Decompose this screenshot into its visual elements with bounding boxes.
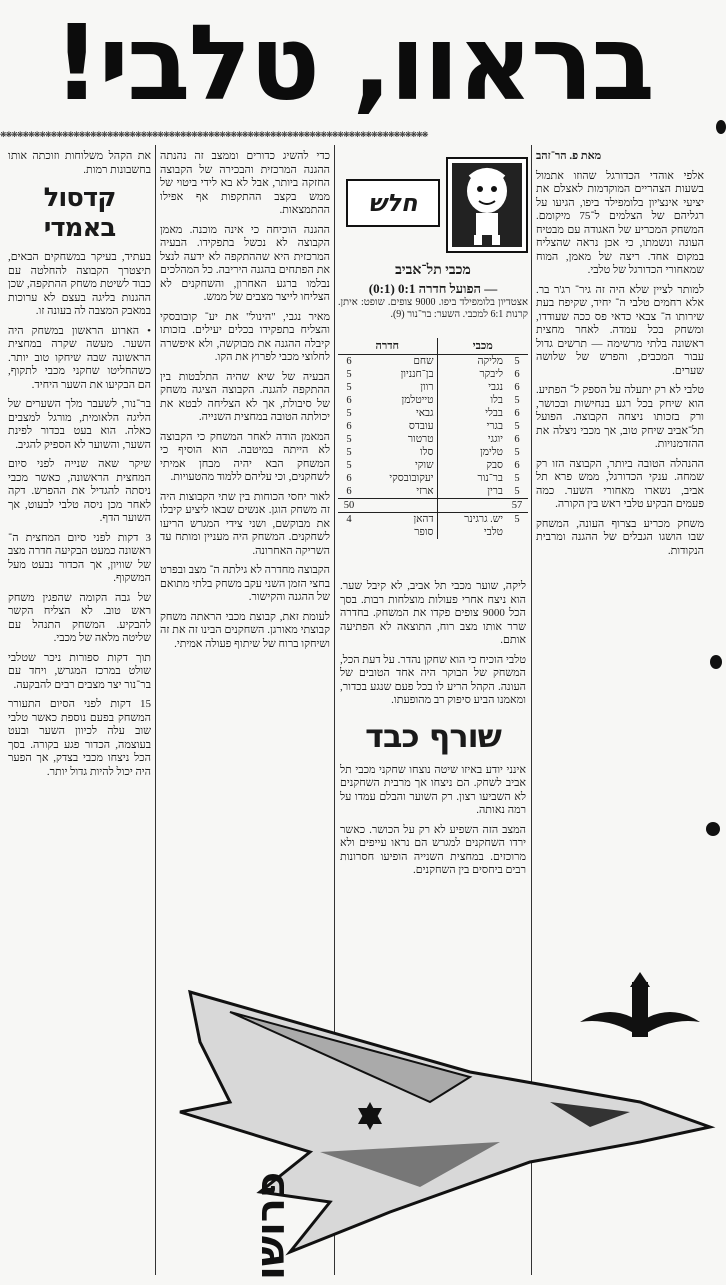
player-rating: 4 (338, 513, 360, 527)
player-rating: 5 (514, 395, 520, 406)
player-rating: 6 (346, 486, 352, 497)
paragraph: אלפי אוהדי הכדורגל שהוזו אתמול בשעות הצהריים המוקדמות לאצלם את יציעי אינצ'יון בלומפילד ביפו, הגיעו על רגליהם של הצלמים ל־75 מיקומם. המשחק המכריע של האגודה עם מבטיח העונה ונשמתו, כי אכן נראה שהצליח במקום אחד. ריצה של מאמן, המוח שמאחורי הכדורגל של טלבי. (536, 169, 704, 276)
player-rating: 5 (514, 421, 520, 432)
player-name: גבאי (415, 408, 434, 419)
player-name: סופר (414, 527, 434, 538)
paragraph: המאמן הודה לאחר המשחק כי הקבוצה לא הייתה במיטבה. הוא הוסיף כי המשחק הבא יהיה מבחן אמיתי לשחקנים, וכי עליהם ללמוד מהטעויות. (160, 430, 330, 483)
weak-rating-box (338, 155, 528, 255)
paragraph: 3 דקות לפני סיום המחצית ה־ ראשונה כמעט הבקיעה חדרה מצב של שוויון, אך הכדור נבעט מעל המשקוף. (8, 531, 151, 584)
player-rating: 5 (506, 513, 528, 527)
paragraph: • הארוע הראשון במשחק היה השער. מעשה שקרה במחצית הראשונה שבה שיחקו טוב יותר. כשהחליטו שחקני מכבי לתקוף, הם הבקיעו את השער היחיד. (8, 324, 151, 391)
player-name: ברין (437, 485, 506, 499)
subheading: קדסול באמדי (43, 183, 116, 243)
player-name: עובדס (408, 421, 434, 432)
player-name: יעקובובסקי (389, 473, 434, 484)
player-rating: 6 (514, 369, 520, 380)
match-header (338, 262, 528, 321)
player-rating: 5 (346, 382, 352, 393)
paragraph: ההגנה הוכיחה כי אינה מוכנה. מאמן הקבוצה לא נכשל בתפקידו. הבעיה המרכזית היא שההתקפה לא ידעה לנצל את הפתחים בהגנה היריבה. כל המהלכים נבלמו ברגע האחרון, והשחקנים לא הצליחו לייצר מצבים של ממש. (160, 223, 330, 303)
paragraph: של גבה הקומה שהפגין משחק ראש טוב. לא הצליח הקשר להבקיע. המשחק התנהל עם שליטה מלאה של מכבי. (8, 591, 151, 644)
player-rating (338, 526, 360, 539)
paragraph: תוך דקות ספורות ניכר שטלבי שולט במרכז המגרש, ויחד עם בר־נור יצר מצבים רבים להבקעה. (8, 651, 151, 691)
subheading: שורף כבד (365, 716, 501, 755)
paragraph: מאיר נגבי, "הינול" את יע־ קובובסקי והצליח בתפקידו בכלים יעילים. בזכותו קיבלה ההגנה את מבוקשה, ולא איפשרה לחלוצי מכבי לפרוץ את הקו. (160, 310, 330, 363)
match-score: — הפועל חדרה 0:1 (0:1) (368, 281, 498, 296)
player-name: טרטור (407, 434, 434, 445)
player-rating: 50 (338, 499, 360, 513)
margin-mark (716, 120, 726, 134)
lineup-row (338, 355, 528, 369)
paragraph: את הקהל משלוחות וזוכתה אותו בחשבונות רמות. (8, 150, 151, 176)
player-name: בלו (437, 394, 506, 407)
player-name: ליבקר (437, 368, 506, 381)
lineup-row (338, 407, 528, 420)
lineup-row (338, 526, 528, 539)
player-name: סבק (437, 459, 506, 472)
player-name: טייטלמן (401, 395, 434, 406)
lineup-row (338, 472, 528, 485)
player-rating (506, 526, 528, 539)
player-rating: 5 (514, 447, 520, 458)
paragraph: משחק מכריע בצרוף העונה, המשחק שבו הושגו הגבלים של ההגנה ומרבית הנקודות. (536, 517, 704, 557)
paragraph: הקבוצה מחדרה לא גילתה ה־ מצב ובפרט בחצי הזמן השני עקב משחק בלתי מתואם של ההגנה והקישור. (160, 564, 330, 603)
paragraph: ליקה, שוער מכבי תל אביב, לא קיבל שער. הוא ניצח אחרי פעולות מוצלחות רבות. בסך הכל 9000 צופים פקדו את המשחק. בחדרה שרר אותו מצב רוח, התוצאה לא הפתיעה אותם. (340, 580, 526, 646)
lineup-row (338, 459, 528, 472)
player-rating: 6 (514, 408, 520, 419)
player-name (437, 499, 506, 513)
paragraph: טלבי לא רק יתעלה על הספק ל־ הפתיע. הוא שיחק בכל רגע בנחישות ובכושר, ורק בזכותו ניצחה הקבוצה. הפועל תל־אביב שיחק טוב, אך מכבי ניצלה את ההזדמנויות. (536, 384, 704, 450)
player-name: יוגגי (437, 433, 506, 446)
paragraph: הבעיה של שיא שהיה התלבטות בין ההתקפה להגנה. הקבוצה הציגה משחק של סיבולת, אך לא הצליחה לבטא את יכולתה הטובה במחצית השנייה. (160, 370, 330, 423)
match-team: מכבי תל־אביב (395, 263, 471, 278)
lineup-row (338, 513, 528, 527)
article-column-1 (536, 150, 704, 980)
lineup-header: מכבי (437, 338, 528, 355)
player-rating: 5 (346, 460, 352, 471)
player-rating: 6 (514, 434, 520, 445)
paragraph: 15 דקות לפני הסיום התעורר המשחק בפעם נוספת כאשר טלבי שוב עלה לכיוון השער ובעט בעוצמה, הכדור פגע בקורה. בסך הכל ניצחו מכבי בצדק, אך הפער היה יכול להיות גדול יותר. (8, 698, 151, 778)
byline: מאת פ. הר־זהב (536, 150, 602, 162)
player-rating: 5 (346, 447, 352, 458)
player-name: בגרי (437, 420, 506, 433)
player-name (360, 499, 437, 513)
player-name: טלימן (437, 446, 506, 459)
player-rating: 57 (506, 499, 528, 513)
player-rating: 6 (346, 356, 352, 367)
lineup-row (338, 394, 528, 407)
margin-mark (706, 822, 720, 836)
paragraph: בר־נור, לשעבר מלך השערים של הליגה הלאומית, מורגל למצבים כאלה. הוא בעט בכדור לפינת השער, והשוער לא הספיק להגיב. (8, 398, 151, 451)
article-column-2 (160, 150, 330, 950)
paragraph: טלבי הוכיח כי הוא שחקן נהדר. על דעת הכל, המשחק של הבוקר היה אחד הטובים של העונה. הקהל הריע לו בכל פעם שנגע בכדור, ומאמנו הביע סיפוק רב מהופעתו. (340, 653, 526, 706)
paragraph: שיקר שאה שנייה לפני סיום המחצית הראשונה, כאשר מכבי ניסתה להגדיל את ההפרש. דקה לאחר מכן ניסה טלבי לבעוט, אך השוער הדף. (8, 458, 151, 524)
player-name: ארזי (416, 486, 434, 497)
lineup-body (338, 355, 528, 540)
column-rule (155, 145, 156, 1275)
lineup-row (338, 381, 528, 394)
paragraph: כדי להשיג כדורים וממצב זה נהנתה ההגנה המרכזית והבכירה של הקבוצה החזקה ביותר, אבל לא בא לידי ביטוי של ממש בקצב ההתקפות אף אפילו ההתמצאות. (160, 150, 330, 216)
lineup-row (338, 433, 528, 446)
rating-label: חלש (346, 179, 440, 227)
player-name: בבלי (437, 407, 506, 420)
advertisement-text: פרושו (248, 1172, 294, 1281)
player-rating: 5 (346, 434, 352, 445)
lineup-row (338, 485, 528, 499)
paragraph: בעתיד, בעיקר במשחקים הבאים, תיצטרך הקבוצה להחלטה עם כבוד לשיטת משחק ההתקפה, שכן ההגנות בליגה בעצם לא ערוכות במאבק המצבה לה בעונה זו. (8, 251, 151, 317)
player-name: דהאן (360, 513, 437, 527)
player-name: רוון (420, 382, 434, 393)
ornamental-separator: ❋❋❋❋❋❋❋❋❋❋❋❋❋❋❋❋❋❋❋❋❋❋❋❋❋❋❋❋❋❋❋❋❋❋❋❋❋❋❋❋❋❋❋❋❋❋❋❋❋❋❋❋❋❋❋❋❋❋❋❋❋❋❋❋❋❋❋❋❋❋❋❋❋❋❋❋ (0, 128, 428, 140)
lineup-row (338, 499, 528, 513)
player-name: מליקה (437, 355, 506, 369)
player-name: סלו (419, 447, 434, 458)
player-rating: 5 (514, 486, 520, 497)
lineup-row (338, 368, 528, 381)
paragraph: אינני יודע באיזו שיטה נוצחו שחקני מכבי תל אביב לשחק. הם ניצחו אך מרבית השחקנים לא השביעו רצון. רק השוער והבלם עמדו על רמה נאותה. (340, 763, 526, 816)
player-rating: 5 (514, 473, 520, 484)
player-name: בן־חנניון (400, 369, 434, 380)
paragraph: ההנהלה הטובה ביותר, הקבוצה הזו רק שמחה. ענקי הכדורגל, ממש פרא תל אביב, נשארו מאחורי השער. כמה פעמים הבקיע טלבי ראש בין הקורה. (536, 457, 704, 510)
lineup-row (338, 420, 528, 433)
paragraph: למותר לציין שלא היה זה גיר־ רג'ר בר. אלא רחמים טלבי ה־ יחיד, שקיפח בעת שירותו ה־ צבאי כדאי פס ככה שעודדו, ומשחק בכל עמדה. לאחר מחצית ראשונה בלתי מרשימה — תרשים גדול עבור המכבים, והפרש של שלושה שערים. (536, 283, 704, 377)
headline: בראוו, טלבי! (53, 2, 653, 124)
player-name: בר־נור (437, 472, 506, 485)
player-name: נגבי (437, 381, 506, 394)
article-column-4 (8, 150, 151, 1270)
player-rating: 5 (514, 356, 520, 367)
player-rating: 5 (346, 408, 352, 419)
player-name: טלבי (437, 526, 506, 539)
player-name: שוקי (415, 460, 434, 471)
player-rating: 6 (514, 382, 520, 393)
air-force-emblem-icon (580, 972, 700, 1037)
margin-mark (710, 655, 722, 669)
player-rating: 6 (514, 460, 520, 471)
paragraph: לעומת זאת, קבוצת מכבי הראתה משחק קבוצתי מאורגן. השחקנים הבינו זה את זה ושיחקו ברוח של שיתוף פעולה אמיתי. (160, 610, 330, 650)
paragraph: המצב הזה השפיע לא רק על הכושר. כאשר ירדו השחקנים למגרש הם נראו עייפים ולא מרוכזים. במחצית השנייה הופיעו חסרונות רבים ביחסים בין השחקנים. (340, 823, 526, 876)
player-rating: 5 (346, 369, 352, 380)
lineup-header: חדרה (338, 338, 437, 355)
match-details: אצטדיון בלומפילד ביפו. 9000 צופים. שופט: איתן. קרנות 6:1 למכבי. השער: בר־נור (9). (338, 297, 528, 320)
player-rating: 6 (346, 395, 352, 406)
player-rating: 6 (346, 421, 352, 432)
lineup-row (338, 446, 528, 459)
lineup-table (338, 338, 528, 539)
paragraph: לאור יחסי הכוחות בין שתי הקבוצות היה זה משחק הוגן. אנשים שבאו ליציע קיבלו את מבוקשם, ושני צידי המגרש הריעו לשחקנים. המשחק היה מעניין ומותח עד השריקה האחרונה. (160, 490, 330, 557)
cartoon-figure-icon (446, 157, 528, 253)
player-name: שחם (413, 356, 434, 367)
player-name: יש. גרגינר (437, 513, 506, 527)
player-rating: 6 (346, 473, 352, 484)
